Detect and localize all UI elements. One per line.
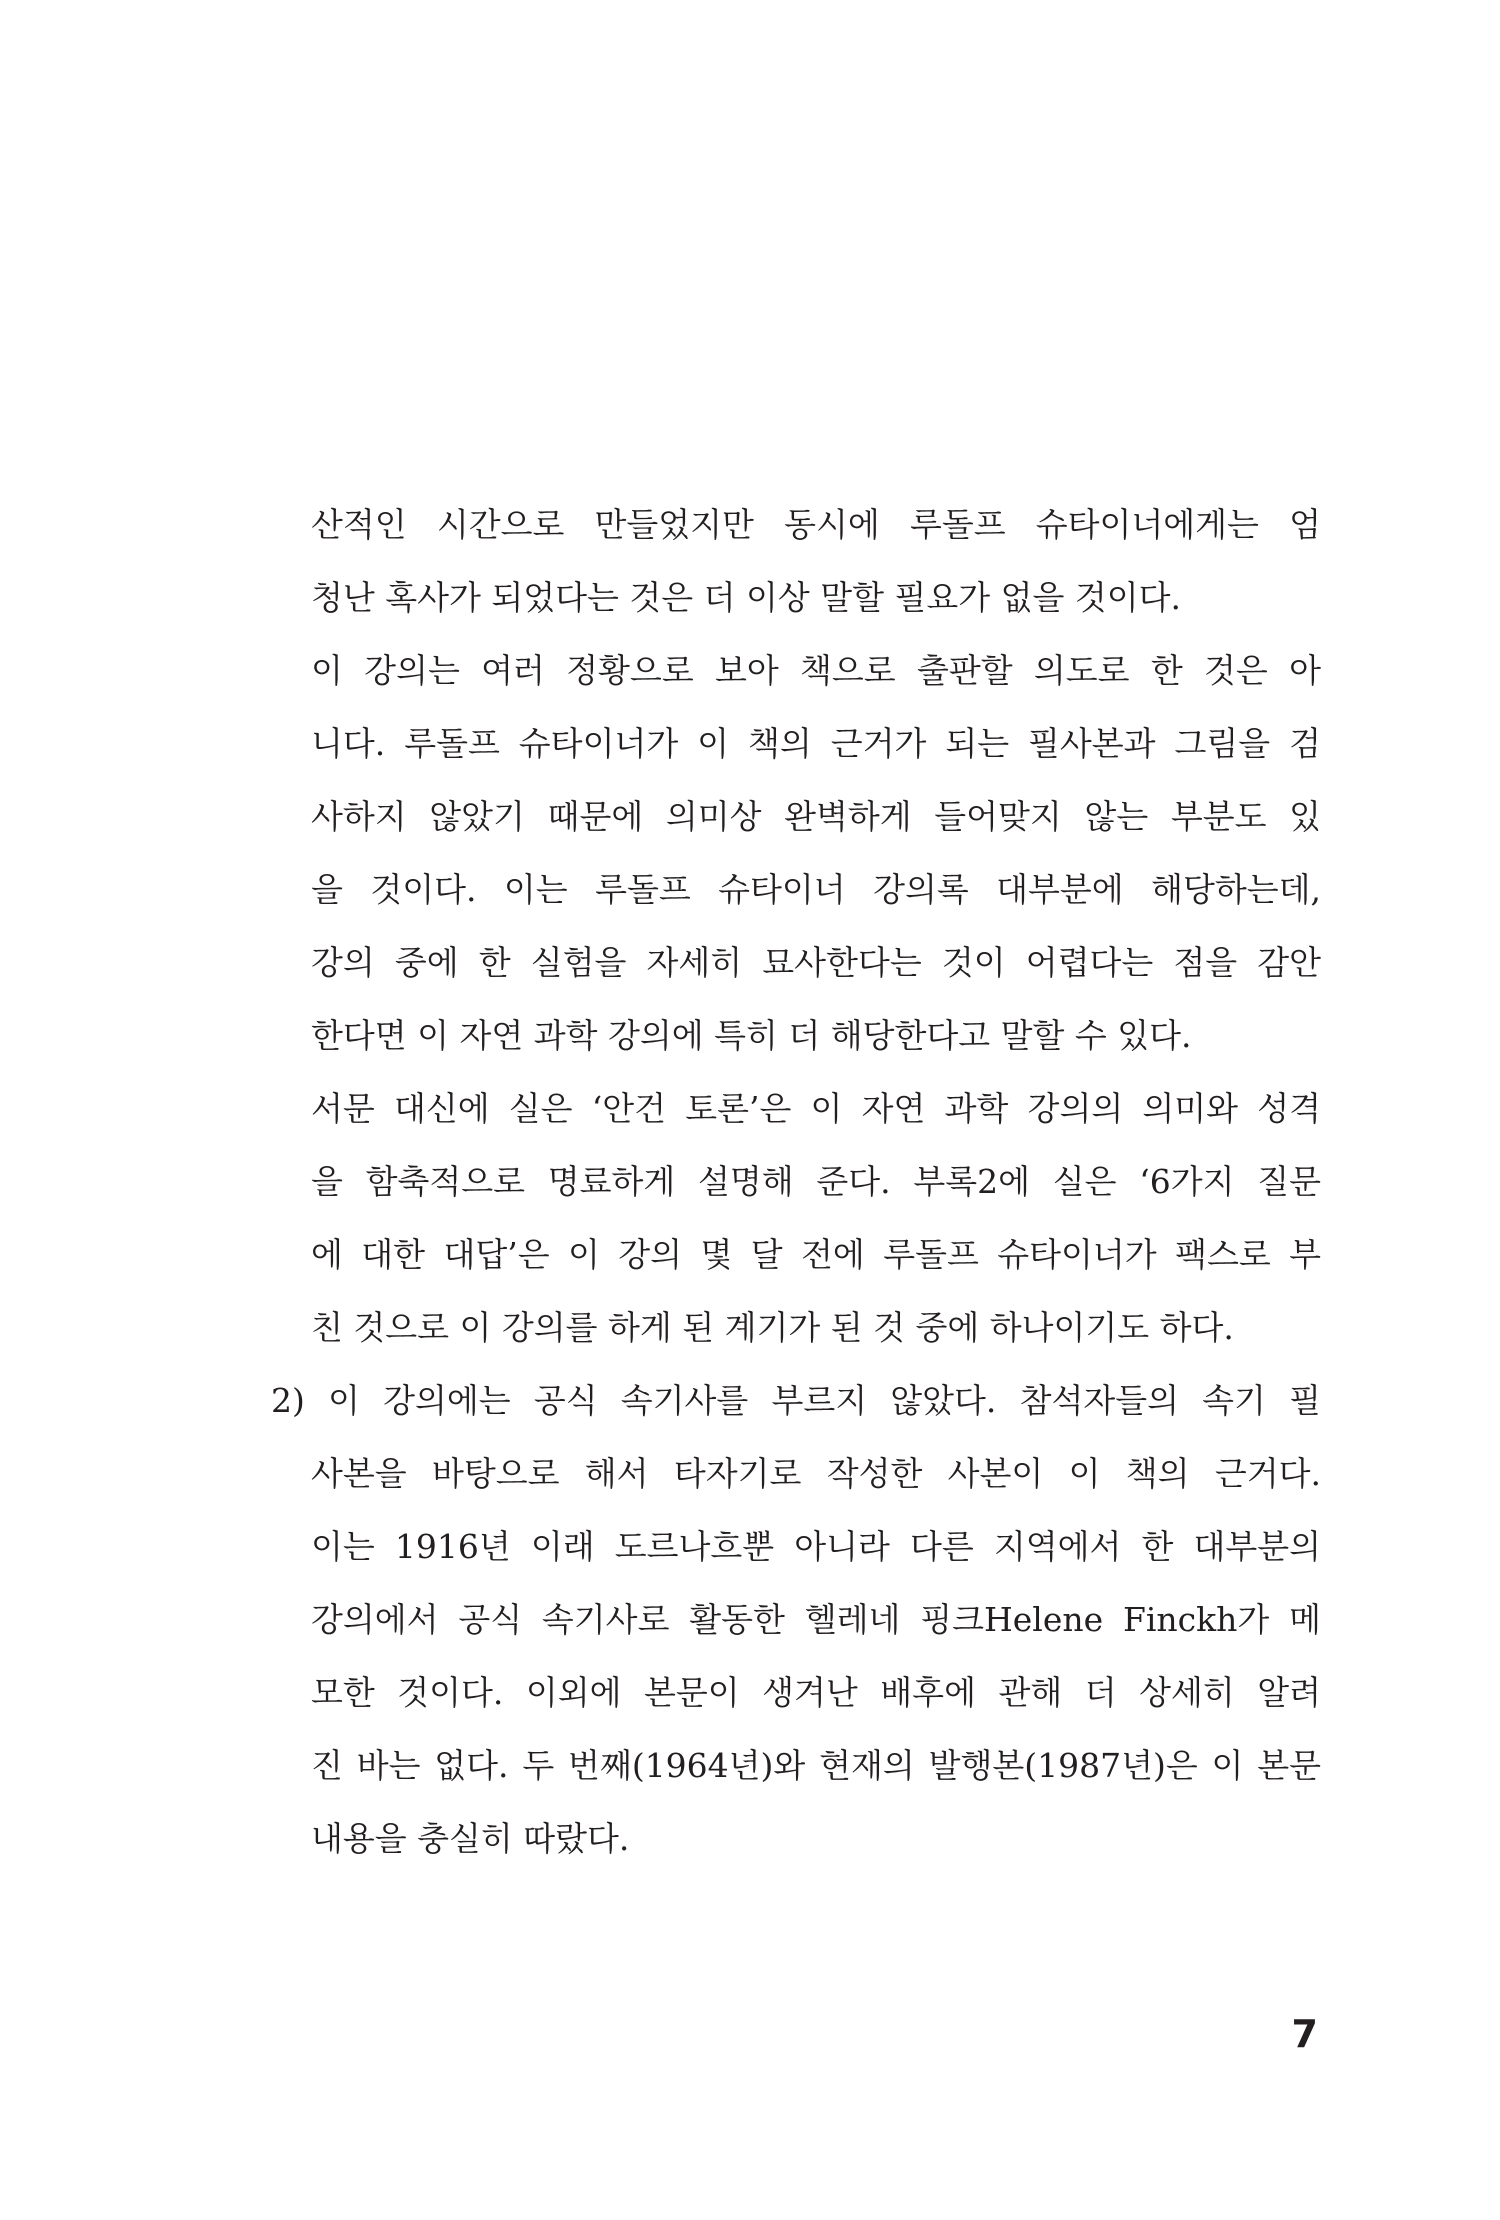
text-line: 강의에서 공식 속기사로 활동한 헬레네 핑크Helene Finckh가 메: [311, 1600, 1321, 1639]
text-line: 사본을 바탕으로 해서 타자기로 작성한 사본이 이 책의 근거다.: [311, 1454, 1321, 1493]
text-line: 내용을 충실히 따랐다.: [311, 1819, 630, 1858]
text-line: 청난 혹사가 되었다는 것은 더 이상 말할 필요가 없을 것이다.: [311, 578, 1181, 617]
body-text: [271, 488, 1321, 1875]
text-line: 사하지 않았기 때문에 의미상 완벽하게 들어맞지 않는 부분도 있: [311, 797, 1321, 836]
text-line: 서문 대신에 실은 ‘안건 토론’은 이 자연 과학 강의의 의미와 성격: [311, 1089, 1321, 1128]
text-line: 니다. 루돌프 슈타이너가 이 책의 근거가 되는 필사본과 그림을 검: [311, 724, 1321, 763]
text-line: 강의 중에 한 실험을 자세히 묘사한다는 것이 어렵다는 점을 감안: [311, 943, 1321, 982]
text-line: 진 바는 없다. 두 번째(1964년)와 현재의 발행본(1987년)은 이 본문: [311, 1746, 1321, 1785]
text-line: 모한 것이다. 이외에 본문이 생겨난 배후에 관해 더 상세히 알려: [311, 1673, 1321, 1712]
text-line: 이 강의는 여러 정황으로 보아 책으로 출판할 의도로 한 것은 아: [311, 651, 1321, 690]
text-line: 이는 1916년 이래 도르나흐뿐 아니라 다른 지역에서 한 대부분의: [311, 1527, 1321, 1566]
text-line: 한다면 이 자연 과학 강의에 특히 더 해당한다고 말할 수 있다.: [311, 1016, 1192, 1055]
text-line: 을 함축적으로 명료하게 설명해 준다. 부록2에 실은 ‘6가지 질문: [311, 1162, 1321, 1201]
text-line: 친 것으로 이 강의를 하게 된 계기가 된 것 중에 하나이기도 하다.: [311, 1308, 1234, 1347]
text-line: 에 대한 대답’은 이 강의 몇 달 전에 루돌프 슈타이너가 팩스로 부: [311, 1235, 1321, 1274]
text-line: 산적인 시간으로 만들었지만 동시에 루돌프 슈타이너에게는 엄: [311, 505, 1321, 544]
footnote-line: 2) 이 강의에는 공식 속기사를 부르지 않았다. 참석자들의 속기 필: [271, 1381, 1321, 1420]
text-line: 을 것이다. 이는 루돌프 슈타이너 강의록 대부분에 해당하는데,: [311, 870, 1321, 909]
page-number: 7: [1291, 2012, 1318, 2056]
